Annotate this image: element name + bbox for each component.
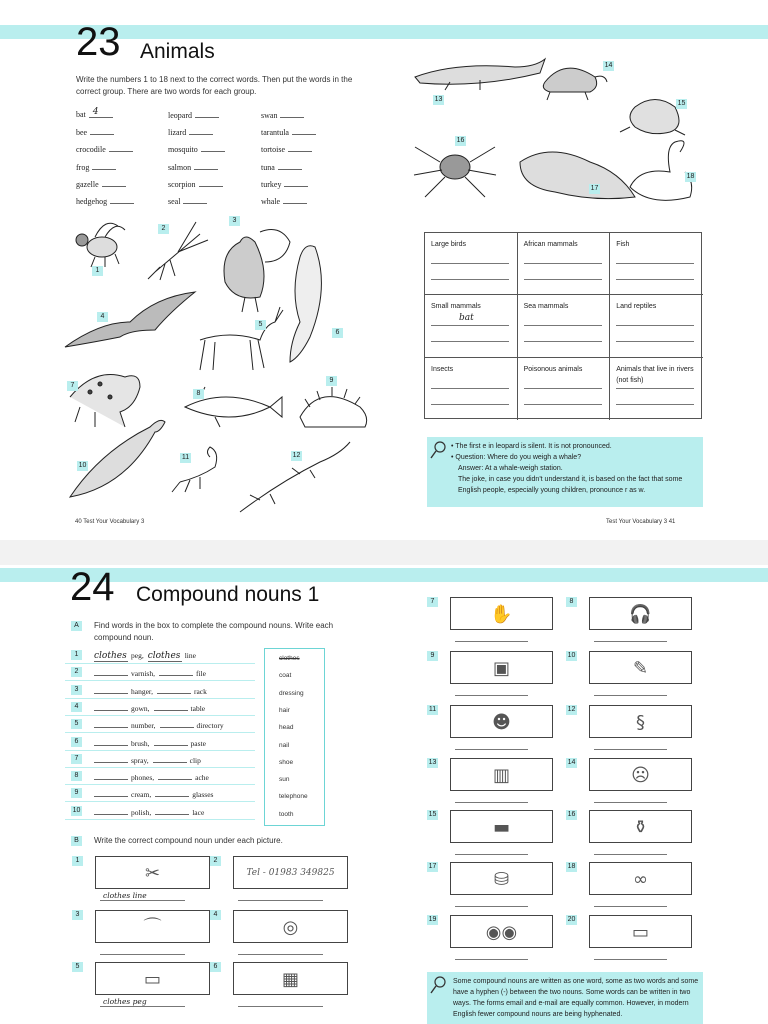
compound-row — [94, 686, 207, 696]
word-label: swan — [261, 111, 278, 120]
word-item — [168, 110, 219, 120]
compound-row — [94, 772, 209, 782]
picture-glyph-icon: ▥ — [492, 765, 510, 786]
word-2: table — [190, 703, 206, 713]
picture-answer-line[interactable] — [455, 695, 528, 696]
picture-glyph-icon: § — [636, 712, 645, 733]
picture-number-tag: 10 — [78, 462, 87, 469]
compound-row — [94, 720, 224, 730]
picture-glyph-icon: ⛁ — [493, 869, 510, 890]
word-2: paste — [190, 738, 206, 748]
group-answer-line[interactable] — [524, 404, 602, 405]
unit-24-spread — [0, 565, 768, 1024]
row-number: 9 — [71, 788, 82, 798]
row-number: 1 — [71, 650, 82, 660]
box-word: sun — [279, 776, 290, 784]
picture-number: 3 — [72, 910, 83, 920]
group-heading: Animals that live in rivers (not fish) — [616, 365, 694, 384]
compound-row — [94, 807, 204, 817]
group-cell — [518, 295, 611, 357]
picture-glyph-icon: ◎ — [282, 917, 299, 938]
group-heading: Sea mammals — [523, 303, 569, 311]
group-heading: Fish — [616, 241, 630, 248]
picture-answer: clothes peg — [103, 997, 147, 1006]
group-heading: Large birds — [431, 241, 467, 248]
word-answer-field[interactable] — [199, 179, 223, 187]
group-cell — [610, 295, 703, 357]
row-divider — [65, 801, 255, 802]
word-2: rack — [193, 686, 207, 696]
picture-glyph-icon: ▦ — [281, 969, 299, 990]
picture-answer-line[interactable] — [594, 695, 667, 696]
word-1: hanger, — [131, 686, 153, 696]
answer-blank-2[interactable] — [154, 738, 188, 746]
word-item — [76, 196, 134, 206]
compound-row — [94, 668, 206, 678]
word-label: seal — [168, 197, 181, 206]
group-answer-line[interactable] — [616, 279, 694, 280]
picture-answer-line[interactable] — [594, 802, 667, 803]
note-bullet-1: • The first e in leopard is silent. It is not pronounced. — [451, 443, 612, 450]
group-answer-line[interactable] — [431, 263, 509, 264]
word-2: ache — [195, 773, 209, 783]
row-divider — [65, 715, 255, 716]
group-answer-line[interactable] — [616, 263, 694, 264]
picture-number: 1 — [72, 856, 83, 866]
word-label: lizard — [168, 128, 187, 138]
word-2: directory — [196, 721, 224, 731]
word-item — [168, 179, 223, 189]
group-answer-line[interactable] — [431, 388, 509, 389]
answer-blank-2[interactable] — [155, 807, 189, 815]
word-answer-field[interactable] — [102, 179, 126, 187]
row-divider — [65, 663, 255, 664]
box-word: dressing — [279, 689, 304, 697]
word-item — [168, 162, 218, 172]
word-label: bee — [76, 128, 88, 138]
picture-glyph-icon: ✋ — [490, 604, 513, 625]
picture-frame — [589, 862, 692, 895]
answer-blank-2[interactable] — [159, 668, 193, 676]
picture-frame — [589, 915, 692, 948]
picture-glyph-icon: ◉◉ — [485, 922, 518, 943]
picture-glyph-icon: ⌒ — [143, 917, 162, 938]
group-answer-line[interactable] — [524, 263, 602, 264]
picture-glyph-icon: ✂ — [144, 863, 161, 884]
word-label: tuna — [261, 162, 275, 172]
picture-number-tag: 12 — [292, 452, 301, 459]
picture-frame — [450, 810, 553, 843]
picture-frame — [450, 651, 553, 684]
word-answer-field[interactable] — [89, 107, 113, 118]
picture-number: 20 — [567, 916, 576, 923]
word-item — [168, 196, 207, 206]
group-cell — [425, 358, 518, 420]
word-answer-field[interactable] — [90, 127, 114, 135]
picture-glyph-icon: Tel - 01983 349825 — [246, 868, 335, 878]
picture-number: 19 — [428, 916, 437, 923]
group-answer-line[interactable] — [616, 388, 694, 389]
group-answer-line[interactable] — [431, 341, 509, 342]
word-item — [261, 196, 307, 206]
group-answer-line[interactable] — [431, 313, 509, 326]
picture-number-tag: 14 — [604, 62, 613, 69]
word-label: salmon — [168, 162, 192, 172]
group-answer-line[interactable] — [524, 388, 602, 389]
word-label: leopard — [168, 111, 192, 120]
word-answer-field[interactable] — [280, 110, 304, 118]
word-answer-field[interactable] — [292, 127, 316, 135]
picture-number: 2 — [210, 856, 221, 866]
compound-row — [94, 755, 201, 765]
group-cell — [610, 358, 703, 420]
word-answer-field[interactable] — [283, 196, 307, 204]
compound-row — [94, 789, 213, 799]
answer-blank-2[interactable] — [153, 755, 187, 763]
word-label: tortoise — [261, 145, 285, 155]
picture-glyph-icon: ▬ — [492, 817, 510, 838]
word-answer-field[interactable] — [284, 179, 308, 187]
word-item — [76, 179, 126, 189]
word-1: gown, — [131, 703, 150, 713]
picture-glyph-icon: ✎ — [632, 658, 649, 679]
box-word: coat — [279, 672, 292, 680]
word-1: cream, — [131, 790, 152, 800]
picture-number-tag: 18 — [686, 173, 695, 180]
answer-blank-1[interactable] — [94, 720, 128, 728]
picture-answer-line[interactable] — [594, 854, 667, 855]
picture-frame — [589, 810, 692, 843]
word-item — [261, 110, 304, 120]
magnifier-icon — [429, 440, 447, 460]
picture-frame — [450, 597, 553, 630]
word-1: spray, — [131, 755, 149, 765]
picture-glyph-icon: ☹ — [631, 765, 650, 786]
compound-row — [94, 738, 206, 748]
picture-frame — [233, 856, 348, 889]
box-word: tooth — [279, 810, 294, 818]
picture-answer-line[interactable] — [455, 959, 528, 960]
picture-number: 14 — [567, 759, 576, 766]
picture-answer-line[interactable] — [455, 854, 528, 855]
picture-number: 10 — [567, 652, 576, 659]
group-answer-line[interactable] — [616, 341, 694, 342]
compound-row — [94, 651, 196, 662]
page-gap — [0, 540, 768, 565]
word-label: crocodile — [76, 145, 106, 155]
word-label: tarantula — [261, 128, 289, 138]
word-label: gazelle — [76, 179, 99, 189]
picture-answer-line[interactable] — [238, 954, 323, 955]
picture-number-tag: 6 — [332, 328, 343, 338]
picture-frame — [450, 758, 553, 791]
answer-blank-1[interactable] — [94, 668, 128, 676]
group-heading: Insects — [431, 365, 454, 373]
group-cell — [518, 233, 611, 295]
picture-frame — [589, 758, 692, 791]
box-word: clothes — [279, 655, 300, 662]
word-answer-field[interactable] — [109, 144, 133, 152]
picture-glyph-icon: ☻ — [492, 712, 511, 733]
note-box-compound — [427, 972, 703, 1024]
picture-number: 16 — [567, 811, 576, 818]
section-a-label: A — [71, 621, 82, 631]
picture-number-tag: 16 — [456, 137, 465, 144]
answer-blank-1[interactable] — [94, 789, 128, 797]
word-item — [261, 127, 316, 137]
picture-answer-line[interactable] — [594, 641, 667, 642]
answer-blank-1[interactable] — [94, 703, 128, 711]
unit-title: Compound nouns 1 — [136, 583, 320, 606]
word-item — [76, 144, 133, 154]
picture-number-tag: 4 — [97, 312, 108, 322]
row-number: 4 — [71, 702, 82, 712]
word-item — [76, 107, 113, 119]
picture-number: 9 — [427, 651, 438, 661]
row-divider — [65, 767, 255, 768]
group-answer-line[interactable] — [524, 279, 602, 280]
picture-number-tag: 17 — [590, 185, 599, 192]
group-cell — [425, 233, 518, 295]
word-label: frog — [76, 162, 90, 172]
group-answer-line[interactable] — [524, 325, 602, 326]
group-answer-line[interactable] — [616, 404, 694, 405]
word-answer-field[interactable] — [195, 110, 219, 118]
row-divider — [65, 819, 255, 820]
answer-blank-1[interactable] — [94, 686, 128, 694]
picture-answer-line[interactable] — [455, 802, 528, 803]
picture-number: 18 — [567, 863, 576, 870]
word-item — [76, 162, 116, 172]
word-answer-field[interactable] — [194, 162, 218, 170]
word-answer-field[interactable] — [110, 196, 134, 204]
picture-glyph-icon: ▭ — [143, 969, 161, 990]
section-a-instructions: Find words in the box to complete the compound nouns. Write each compound noun. — [94, 621, 334, 642]
word-item — [261, 144, 312, 154]
picture-frame — [589, 651, 692, 684]
magnifier-icon — [429, 975, 447, 995]
picture-number-tag: 1 — [92, 266, 103, 276]
picture-answer-line[interactable] — [100, 900, 185, 901]
picture-answer-line[interactable] — [594, 906, 667, 907]
word-label: hedgehog — [76, 197, 108, 206]
picture-glyph-icon: ▭ — [631, 922, 649, 943]
word-label: mosquito — [168, 145, 198, 155]
picture-number-tag: 2 — [158, 224, 169, 234]
picture-number-tag: 3 — [229, 216, 240, 226]
picture-number-tag: 13 — [434, 96, 443, 103]
box-word: nail — [279, 741, 290, 749]
word-1: brush, — [131, 738, 150, 748]
picture-number: 8 — [566, 597, 577, 607]
row-divider — [65, 732, 255, 733]
group-cell — [425, 295, 518, 357]
box-word: shoe — [279, 758, 294, 766]
picture-number-tag: 7 — [67, 381, 78, 391]
picture-number-tag: 9 — [326, 376, 337, 386]
word-label: scorpion — [168, 179, 196, 189]
group-heading: Small mammals — [431, 303, 481, 311]
row-number: 3 — [71, 685, 82, 695]
word-1: varnish, — [131, 669, 155, 679]
word-2: glasses — [192, 790, 214, 800]
word-1: polish, — [131, 807, 152, 817]
instructions: Write the numbers 1 to 18 next to the correct words. Then put the words in the correct group. There are two words for each group. — [76, 75, 353, 96]
row-divider — [65, 750, 255, 751]
group-heading: Poisonous animals — [523, 365, 583, 373]
answer-blank-2[interactable] — [158, 772, 192, 780]
word-answer: 4 — [92, 107, 99, 117]
row-number: 2 — [71, 667, 82, 677]
note-bullet-2-answer: Answer: At a whale-weigh station. — [458, 465, 563, 472]
picture-number: 4 — [210, 910, 221, 920]
picture-glyph-icon: ∞ — [633, 869, 648, 890]
picture-number-tag: 5 — [255, 320, 266, 330]
answer-blank-2[interactable] — [154, 703, 188, 711]
group-cell — [610, 233, 703, 295]
picture-number: 5 — [72, 962, 83, 972]
picture-answer: clothes line — [103, 891, 147, 900]
word-1: phones, — [131, 773, 155, 783]
picture-number: 11 — [428, 706, 437, 713]
word-label: whale — [261, 197, 281, 206]
word-1: peg, — [131, 651, 144, 660]
group-answer-line[interactable] — [616, 325, 694, 326]
picture-number-tag: 8 — [193, 389, 204, 399]
picture-number-tag: 15 — [677, 100, 686, 107]
answer-blank-2[interactable] — [155, 789, 189, 797]
answer-blank-2[interactable] — [160, 720, 194, 728]
picture-answer-line[interactable] — [455, 749, 528, 750]
picture-frame — [589, 705, 692, 738]
compound-row — [94, 703, 205, 713]
word-label: turkey — [261, 179, 282, 189]
word-answer-field[interactable] — [201, 144, 225, 152]
row-number: 8 — [71, 771, 82, 781]
picture-glyph-icon: 🎧 — [629, 604, 652, 625]
group-answer-line[interactable] — [431, 404, 509, 405]
groups-table — [424, 232, 702, 419]
word-item — [261, 162, 302, 172]
unit-title: Animals — [140, 40, 215, 63]
row-divider — [65, 698, 255, 699]
answer-blank-1[interactable] — [94, 772, 128, 780]
word-2: clip — [189, 755, 201, 765]
answer-blank-1[interactable] — [94, 807, 128, 815]
section-b-label: B — [71, 836, 82, 846]
picture-glyph-icon: ⚱ — [632, 817, 649, 838]
word-answer-field[interactable] — [183, 196, 207, 204]
group-answer-line[interactable] — [524, 341, 602, 342]
group-heading: African mammals — [523, 241, 578, 248]
picture-answer-line[interactable] — [238, 1006, 323, 1007]
word-box — [264, 648, 325, 826]
note-bullet-2-comment: The joke, in case you didn't understand it, is based on the fact that some English people, especially young children, pronounce r as w. — [458, 476, 683, 494]
header-band — [0, 568, 768, 582]
word-answer-field[interactable] — [288, 144, 312, 152]
note-text: Some compound nouns are written as one word, some as two words and some have a hyphen (-) between the two nouns. Some words can be written in two ways. The forms email and e-mail are equally common. However, in modern English fewer compound nouns are being hyphenated. — [453, 978, 699, 1018]
picture-answer-line[interactable] — [455, 641, 528, 642]
picture-answer-line[interactable] — [100, 954, 185, 955]
row-number: 7 — [71, 754, 82, 764]
word-item — [261, 179, 308, 189]
word-item — [168, 144, 225, 154]
word-2: file — [195, 669, 206, 679]
group-answer: bat — [459, 313, 474, 324]
word-answer-field[interactable] — [189, 127, 213, 135]
picture-frame — [589, 597, 692, 630]
section-b-instructions: Write the correct compound noun under each picture. — [94, 836, 283, 845]
word-2: lace — [192, 807, 205, 817]
answer-blank-2[interactable] — [157, 686, 191, 694]
answer-blank-1[interactable]: clothes — [94, 651, 127, 661]
picture-answer-line[interactable] — [455, 906, 528, 907]
group-heading: Land reptiles — [616, 303, 657, 311]
row-number: 10 — [72, 806, 81, 814]
row-number: 5 — [71, 719, 82, 729]
picture-number-tag: 11 — [181, 454, 190, 461]
picture-answer-line[interactable] — [238, 900, 323, 901]
picture-answer-line[interactable] — [594, 749, 667, 750]
picture-frame — [233, 962, 348, 995]
picture-answer-line[interactable] — [594, 959, 667, 960]
note-box — [427, 437, 703, 507]
footer-left: 40 Test Your Vocabulary 3 — [75, 519, 145, 525]
word-item — [76, 127, 114, 137]
picture-frame — [233, 910, 348, 943]
word-answer-field[interactable] — [92, 162, 116, 170]
picture-frame — [95, 962, 210, 995]
picture-number: 7 — [427, 597, 438, 607]
box-word: hair — [279, 706, 290, 714]
picture-frame — [450, 915, 553, 948]
picture-frame — [95, 856, 210, 889]
group-cell — [518, 358, 611, 420]
note-bullet-2-question: • Question: Where do you weigh a whale? — [451, 454, 582, 461]
picture-number: 15 — [428, 811, 437, 818]
picture-answer-line[interactable] — [100, 1006, 185, 1007]
picture-frame — [95, 910, 210, 943]
unit-number: 24 — [70, 565, 115, 609]
picture-number: 17 — [428, 863, 437, 870]
word-2: line — [184, 651, 196, 660]
picture-number: 12 — [567, 706, 576, 713]
answer-blank-2[interactable]: clothes — [147, 651, 181, 661]
word-answer-field[interactable] — [278, 162, 302, 170]
answer-blank-1[interactable] — [94, 755, 128, 763]
answer-blank-1[interactable] — [94, 738, 128, 746]
group-answer-line[interactable] — [431, 279, 509, 280]
animal-illustrations-left — [60, 212, 370, 522]
word-item — [168, 127, 213, 137]
unit-number: 23 — [76, 20, 121, 64]
footer-right: Test Your Vocabulary 3 41 — [606, 519, 676, 525]
box-word: head — [279, 724, 294, 732]
row-number: 6 — [71, 737, 82, 747]
picture-frame — [450, 705, 553, 738]
picture-number: 6 — [210, 962, 221, 972]
picture-frame — [450, 862, 553, 895]
word-1: number, — [131, 721, 156, 731]
row-divider — [65, 680, 255, 681]
picture-glyph-icon: ▣ — [492, 658, 510, 679]
word-label: bat — [76, 110, 86, 119]
row-divider — [65, 784, 255, 785]
picture-number: 13 — [428, 759, 437, 766]
box-word: telephone — [279, 793, 308, 801]
